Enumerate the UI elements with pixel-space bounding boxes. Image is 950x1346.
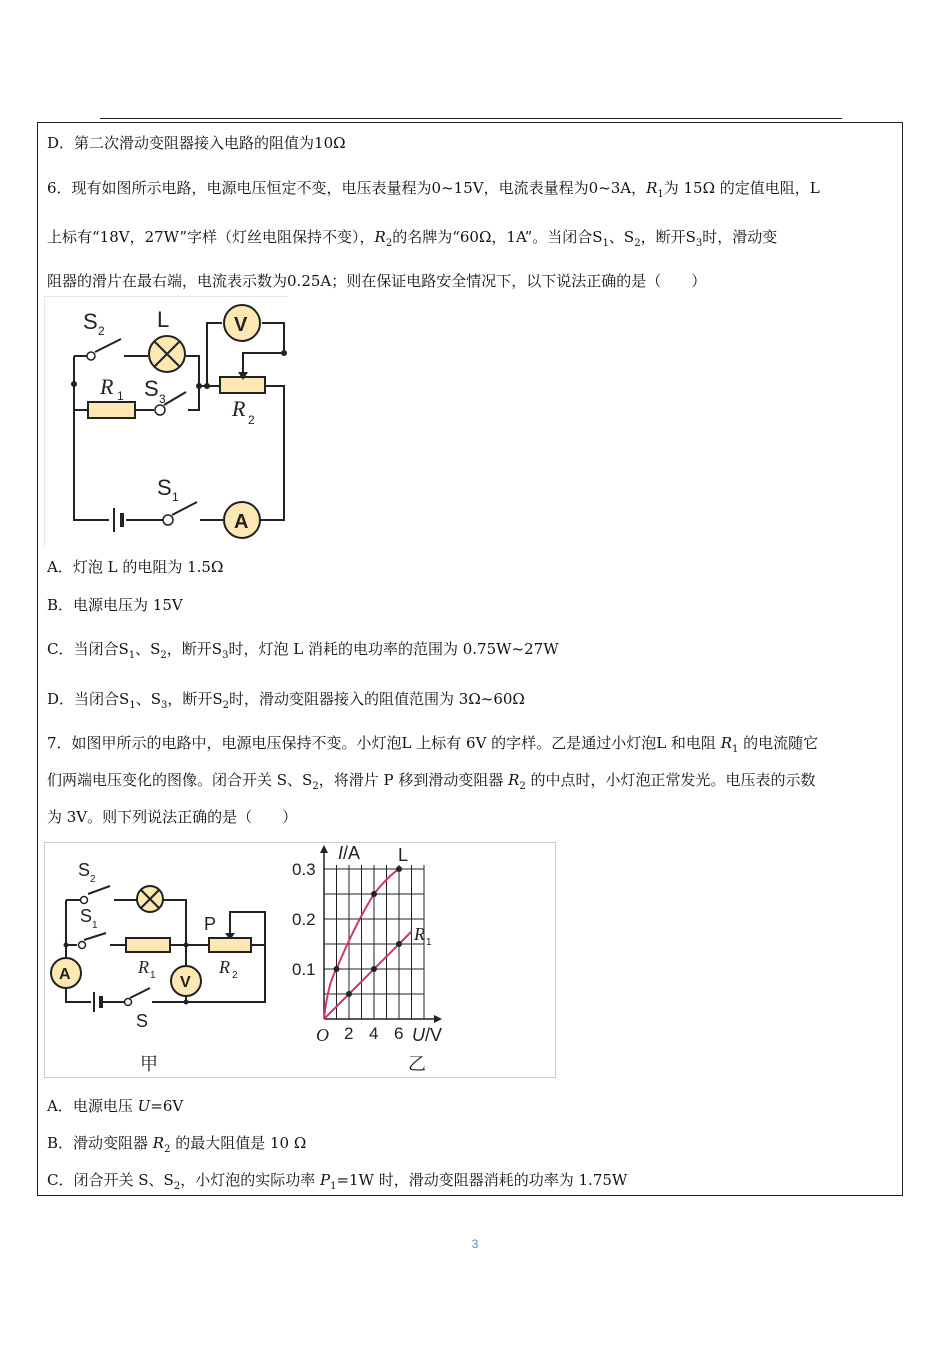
fig2-switch-s-label: S xyxy=(136,1011,149,1031)
resistor-r1-label: R xyxy=(100,374,114,399)
voltmeter-label: V xyxy=(234,314,248,336)
y-axis-arrow xyxy=(320,845,328,853)
fig2-switch-s1-subscript: 1 xyxy=(92,920,98,931)
header-rule xyxy=(100,118,842,119)
series-r1-point xyxy=(371,966,377,972)
series-l-point xyxy=(371,891,377,897)
switch-s3-subscript: 3 xyxy=(159,392,166,406)
origin-label: O xyxy=(316,1025,329,1045)
series-r1-subscript: 1 xyxy=(426,937,432,948)
ammeter-label: A xyxy=(234,511,249,533)
series-r1-point xyxy=(396,941,402,947)
question-6-option-d: D．当闭合$S_1$、$S_3$，断开$S_2$时，滑动变阻器接入的阻值范围为 3Ω~60Ω xyxy=(47,690,525,711)
x-tick-label: 2 xyxy=(344,1024,354,1043)
series-l-point xyxy=(334,966,340,972)
question-6-option-b: B．电源电压为 15V xyxy=(47,596,183,614)
question-7-option-a: A．电源电压 U=6V xyxy=(47,1097,184,1115)
question-7-line-2: 们两端电压变化的图像。闭合开关 S、$S_2$，将滑片 P 移到滑动变阻器 $R_2$ 的中点时，小灯泡正常发光。电压表的示数 xyxy=(47,771,816,792)
question-7-option-c: C．闭合开关 S、$S_2$，小灯泡的实际功率 $P_1=1W$ 时，滑动变阻器消耗的功率为 1.75W xyxy=(47,1171,628,1192)
fig2-switch-s2-label: S xyxy=(78,860,91,880)
question-7-figure xyxy=(44,842,556,1078)
question-6-option-a: A．灯泡 L 的电阻为 1.5Ω xyxy=(47,558,224,576)
y-tick-label: 0.3 xyxy=(292,860,316,879)
question-6-line-1: 6．现有如图所示电路，电源电压恒定不变，电压表量程为0~15V，电流表量程为0~3A，$R_1$为 15Ω 的定值电阻，L xyxy=(47,179,820,200)
y-tick-label: 0.2 xyxy=(292,910,316,929)
y-axis-label: I/A xyxy=(338,843,361,863)
switch-s1-label: S xyxy=(157,475,172,500)
question-6-line-3: 阻器的滑片在最右端，电流表示数为0.25A；则在保证电路安全情况下，以下说法正确的是（ ） xyxy=(47,272,707,290)
question-6-circuit-diagram xyxy=(44,296,288,546)
lamp-l-label: L xyxy=(157,307,170,332)
option-d-previous: D．第二次滑动变阻器接入电路的阻值为10Ω xyxy=(47,134,346,152)
switch-s1-subscript: 1 xyxy=(172,490,179,504)
question-7-line-3: 为 3V。则下列说法正确的是（ ） xyxy=(47,808,298,826)
switch-s2-subscript: 2 xyxy=(98,324,105,338)
resistor-r2-subscript: 2 xyxy=(248,413,255,427)
resistor-r2-label: R xyxy=(232,396,246,421)
switch-s3-label: S xyxy=(144,376,159,401)
x-tick-label: 6 xyxy=(394,1024,404,1043)
switch-s2-label: S xyxy=(83,309,98,334)
x-axis-label: U/V xyxy=(412,1025,443,1045)
fig2-switch-s1-label: S xyxy=(80,906,93,926)
series-l-point xyxy=(396,866,402,872)
question-6-line-2: 上标有“18V，27W”字样（灯丝电阻保持不变），$R_2$的名牌为“60Ω，1A”。当闭合$S_1$、$S_2$，断开$S_3$时，滑动变 xyxy=(47,228,778,249)
question-6-option-c: C．当闭合$S_1$、$S_2$，断开$S_3$时，灯泡 L 消耗的电功率的范围为 0.75W~27W xyxy=(47,640,559,661)
current-voltage-chart xyxy=(292,843,442,1045)
fig2-resistor-r1-subscript: 1 xyxy=(150,970,156,981)
page-number: 3 xyxy=(471,1237,479,1251)
caption-yi: 乙 xyxy=(408,1054,426,1075)
caption-jia: 甲 xyxy=(140,1054,158,1075)
fig2-switch-s2-subscript: 2 xyxy=(90,874,96,885)
question-7-line-1: 7．如图甲所示的电路中，电源电压保持不变。小灯泡L 上标有 6V 的字样。乙是通过小灯泡L 和电阻 $R_1$ 的电流随它 xyxy=(47,734,819,755)
fig2-ammeter-label: A xyxy=(59,966,71,983)
x-tick-label: 4 xyxy=(369,1024,379,1043)
series-r1-label: R xyxy=(414,924,425,944)
series-l-label: L xyxy=(398,845,409,865)
slider-p-label: P xyxy=(204,914,217,934)
fig2-resistor-r1-label: R xyxy=(138,957,149,977)
series-r1-point xyxy=(346,991,352,997)
x-axis-arrow xyxy=(434,1015,442,1023)
question-7-option-b: B．滑动变阻器 $R_2$ 的最大阻值是 10 Ω xyxy=(47,1134,307,1155)
fig2-resistor-r2-subscript: 2 xyxy=(232,970,238,981)
resistor-r1-subscript: 1 xyxy=(117,389,124,403)
y-tick-label: 0.1 xyxy=(292,960,316,979)
fig2-resistor-r2-label: R xyxy=(219,957,230,977)
fig2-voltmeter-label: V xyxy=(180,974,191,991)
